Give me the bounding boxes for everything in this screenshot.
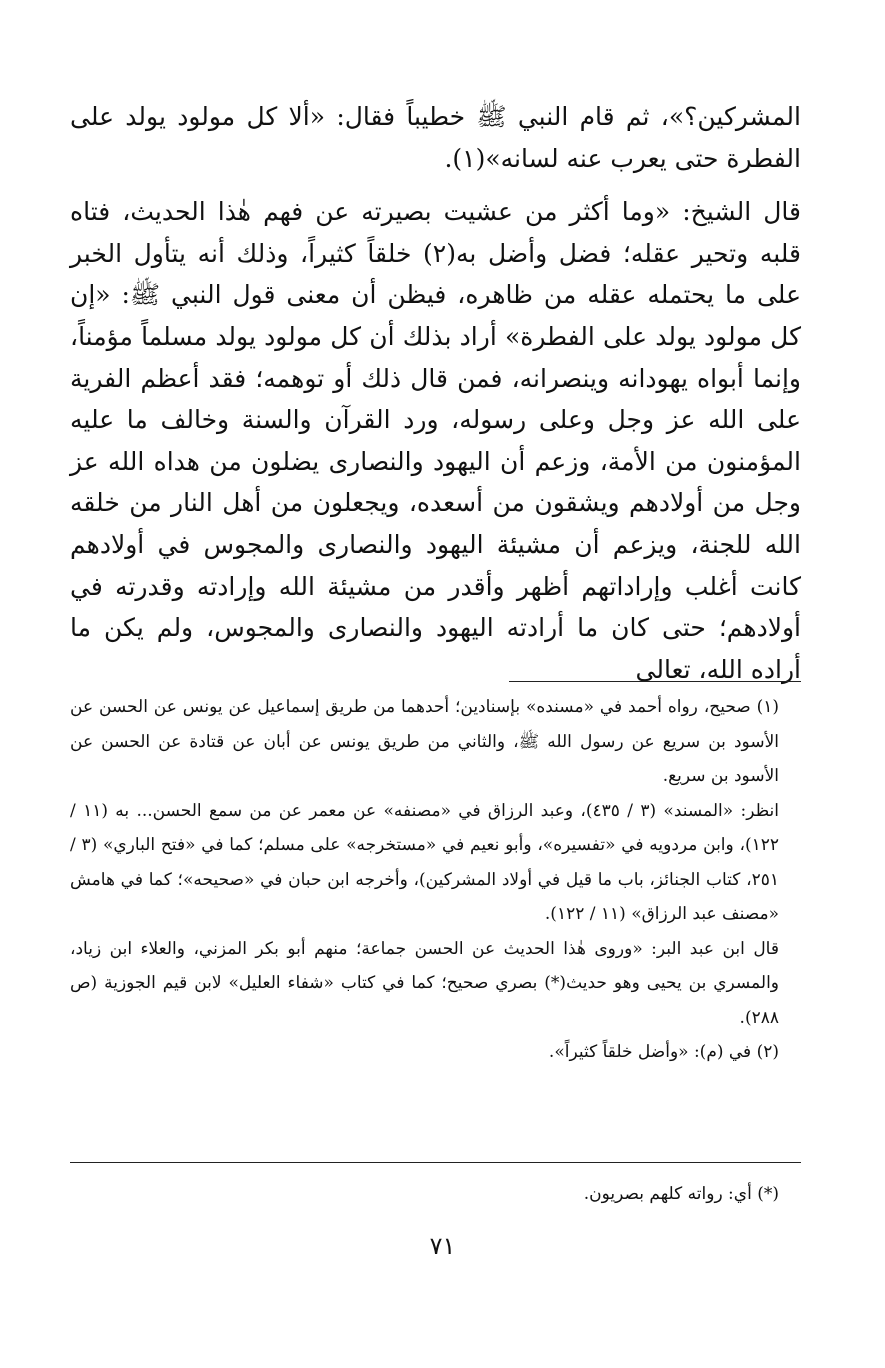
footnote-1-quote: قال ابن عبد البر: «وروى هٰذا الحديث عن الحسن جماعة؛ منهم أبو بكر المزني، والعلاء ابن زياد، والمسري بن يحيى وهو حديث(*) بصري صحيح؛ كما في كتاب «شفاء العليل» لابن قيم الجوزية (ص ٢٨٨). bbox=[70, 938, 779, 1028]
footnote-2: (٢) في (م): «وأضل خلقاً كثيراً». bbox=[548, 1042, 779, 1062]
footnote-separator bbox=[509, 681, 801, 682]
main-text bbox=[70, 96, 801, 690]
main-paragraph-1: المشركين؟»، ثم قام النبي ﷺ خطيباً فقال: «ألا كل مولود يولد على الفطرة حتى يعرب عنه لسانه»(١). bbox=[70, 102, 801, 173]
footnotes bbox=[70, 690, 801, 1070]
main-paragraph-2: قال الشيخ: «وما أكثر من عشيت بصيرته عن فهم هٰذا الحديث، فتاه قلبه وتحير عقله؛ فضل وأضل به(٢) خلقاً كثيراً، وذلك أنه يتأول الخبر على ما يحتمله عقله من ظاهره، فيظن أن معنى قول النبي ﷺ: «إن كل مولود يولد على الفطرة» أراد بذلك أن كل مولود يولد مسلماً مؤمناً، وإنما أبواه يهودانه وينصرانه، فمن قال ذلك أو توهمه؛ فقد أعظم الفرية على الله عز وجل وعلى رسوله، ورد القرآن والسنة وخالف ما عليه المؤمنون من الأمة، وزعم أن اليهود والنصارى يضلون من هداه الله عز وجل من أولادهم ويشقون من أسعده، ويجعلون من أهل النار من خلقه الله للجنة، ويزعم أن مشيئة اليهود والنصارى والمجوس في أولادهم كانت أغلب وإراداتهم أظهر وأقدر من مشيئة الله وإرادته وقدرته في أولادهم؛ حتى كان ما أرادته اليهود والنصارى والمجوس، ولم يكن ما أراده الله، تعالى bbox=[70, 197, 801, 684]
star-footnote: (*) أي: رواته كلهم بصريون. bbox=[583, 1184, 779, 1204]
footnote-1-references: انظر: «المسند» (٣ / ٤٣٥)، وعبد الرزاق في «مصنفه» عن معمر عن من سمع الحسن... به (١١ / ١٢٢)، وابن مردويه في «تفسيره»، وأبو نعيم في «مستخرجه» على مسلم؛ كما في «فتح الباري» (٣ / ٢٥١، كتاب الجنائز، باب ما قيل في أولاد المشركين)، وأخرجه ابن حبان في «صحيحه»؛ كما في هامش «مصنف عبد الرزاق» (١١ / ١٢٢). bbox=[70, 800, 779, 924]
star-note-separator bbox=[70, 1162, 801, 1163]
footnote-1-source: (١) صحيح، رواه أحمد في «مسنده» بإسنادين؛ أحدهما من طريق إسماعيل عن يونس عن الحسن عن الأسود بن سريع عن رسول الله ﷺ، والثاني من طريق يونس عن أبان عن قتادة عن الحسن عن الأسود بن سريع. bbox=[70, 697, 779, 786]
page-number: ٧١ bbox=[429, 1232, 456, 1260]
